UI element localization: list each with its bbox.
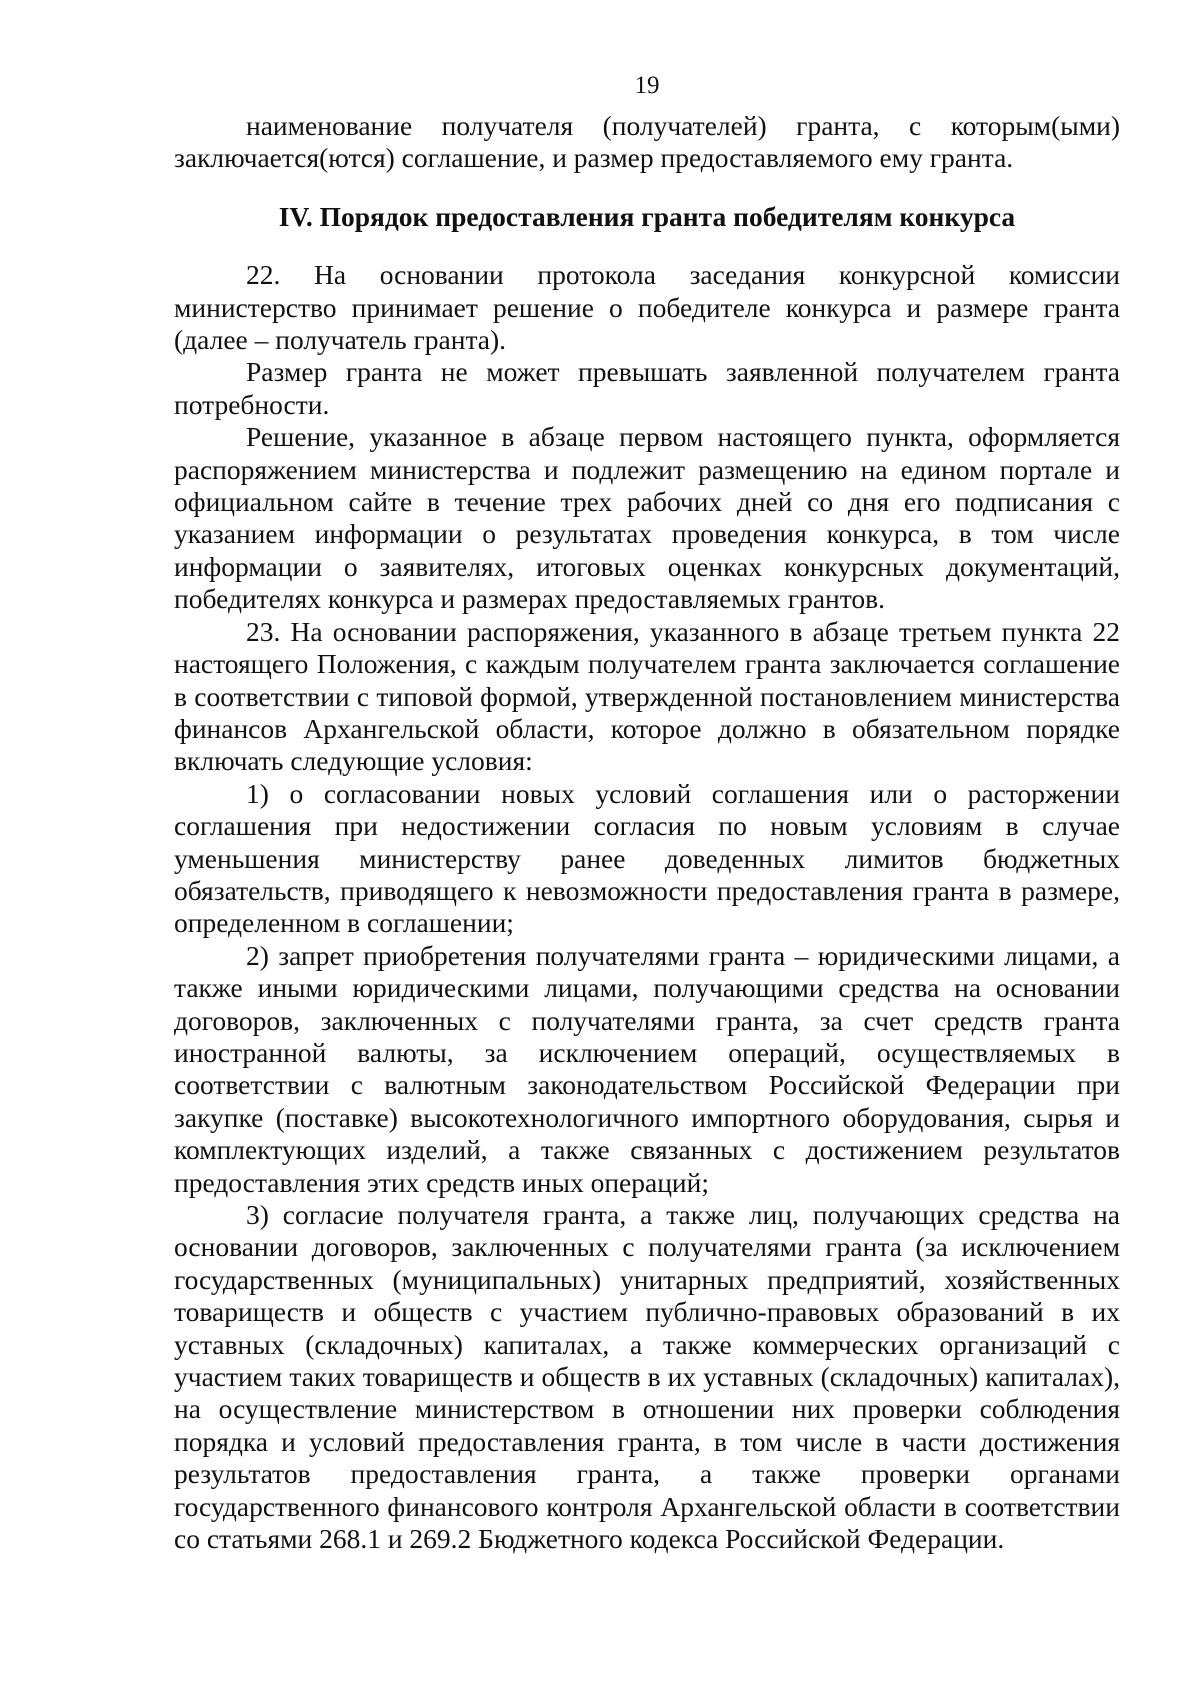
paragraph-22: 22. На основании протокола заседания конкурсной комиссии министерство принимает решение о победителе конкурса и размере гранта (далее – получатель гранта). [174, 259, 1120, 356]
list-item-2: 2) запрет приобретения получателями гранта – юридическими лицами, а также иными юридическими лицами, получающими средства на основании договоров, заключенных с получателями гранта, за счет средств гранта иностранной валюты, за исключением операций, осуществляемых в соответствии с валютным законодательством Российской Федерации при закупке (поставке) высокотехнологичного импортного оборудования, сырья и комплектующих изделий, а также связанных с достижением результатов предоставления этих средств иных операций; [174, 939, 1120, 1198]
list-item-1: 1) о согласовании новых условий соглашения или о расторжении соглашения при недостижении согласия по новым условиям в случае уменьшения министерству ранее доведенных лимитов бюджетных обязательств, приводящего к невозможности предоставления гранта в размере, определенном в соглашении; [174, 777, 1120, 939]
paragraph-23: 23. На основании распоряжения, указанного в абзаце третьем пункта 22 настоящего Положения, с каждым получателем гранта заключается соглашение в соответствии с типовой формой, утвержденной постановлением министерства финансов Архангельской области, которое должно в обязательном порядке включать следующие условия: [174, 615, 1120, 777]
page-number: 19 [634, 72, 660, 99]
paragraph-decision: Решение, указанное в абзаце первом настоящего пункта, оформляется распоряжением министерства и подлежит размещению на едином портале и официальном сайте в течение трех рабочих дней со дня его подписания с указанием информации о результатах проведения конкурса, в том числе информации о заявителях, итоговых оценках конкурсных документаций, победителях конкурса и размерах предоставляемых грантов. [174, 421, 1120, 615]
paragraph-grant-size: Размер гранта не может превышать заявленной получателем гранта потребности. [174, 356, 1120, 420]
section-title: IV. Порядок предоставления гранта победителям конкурса [278, 200, 1016, 232]
list-item-3: 3) согласие получателя гранта, а также лиц, получающих средства на основании договоров, заключенных с получателями гранта (за исключением государственных (муниципальных) унитарных предприятий, хозяйственных товариществ и обществ с участием публично-правовых образований в их уставных (складочных) капиталах, а также коммерческих организаций с участием таких товариществ и обществ в их уставных (складочных) капиталах), на осуществление министерством в отношении них проверки соблюдения порядка и условий предоставления гранта, в том числе в части достижения результатов предоставления гранта, а также проверки органами государственного финансового контроля Архангельской области в соответствии со статьями 268.1 и 269.2 Бюджетного кодекса Российской Федерации. [174, 1199, 1120, 1555]
paragraph-continuation: наименование получателя (получателей) гранта, с которым(ыми) заключается(ются) соглашение, и размер предоставляемого ему гранта. [174, 110, 1120, 174]
document-page [174, 60, 1120, 1555]
